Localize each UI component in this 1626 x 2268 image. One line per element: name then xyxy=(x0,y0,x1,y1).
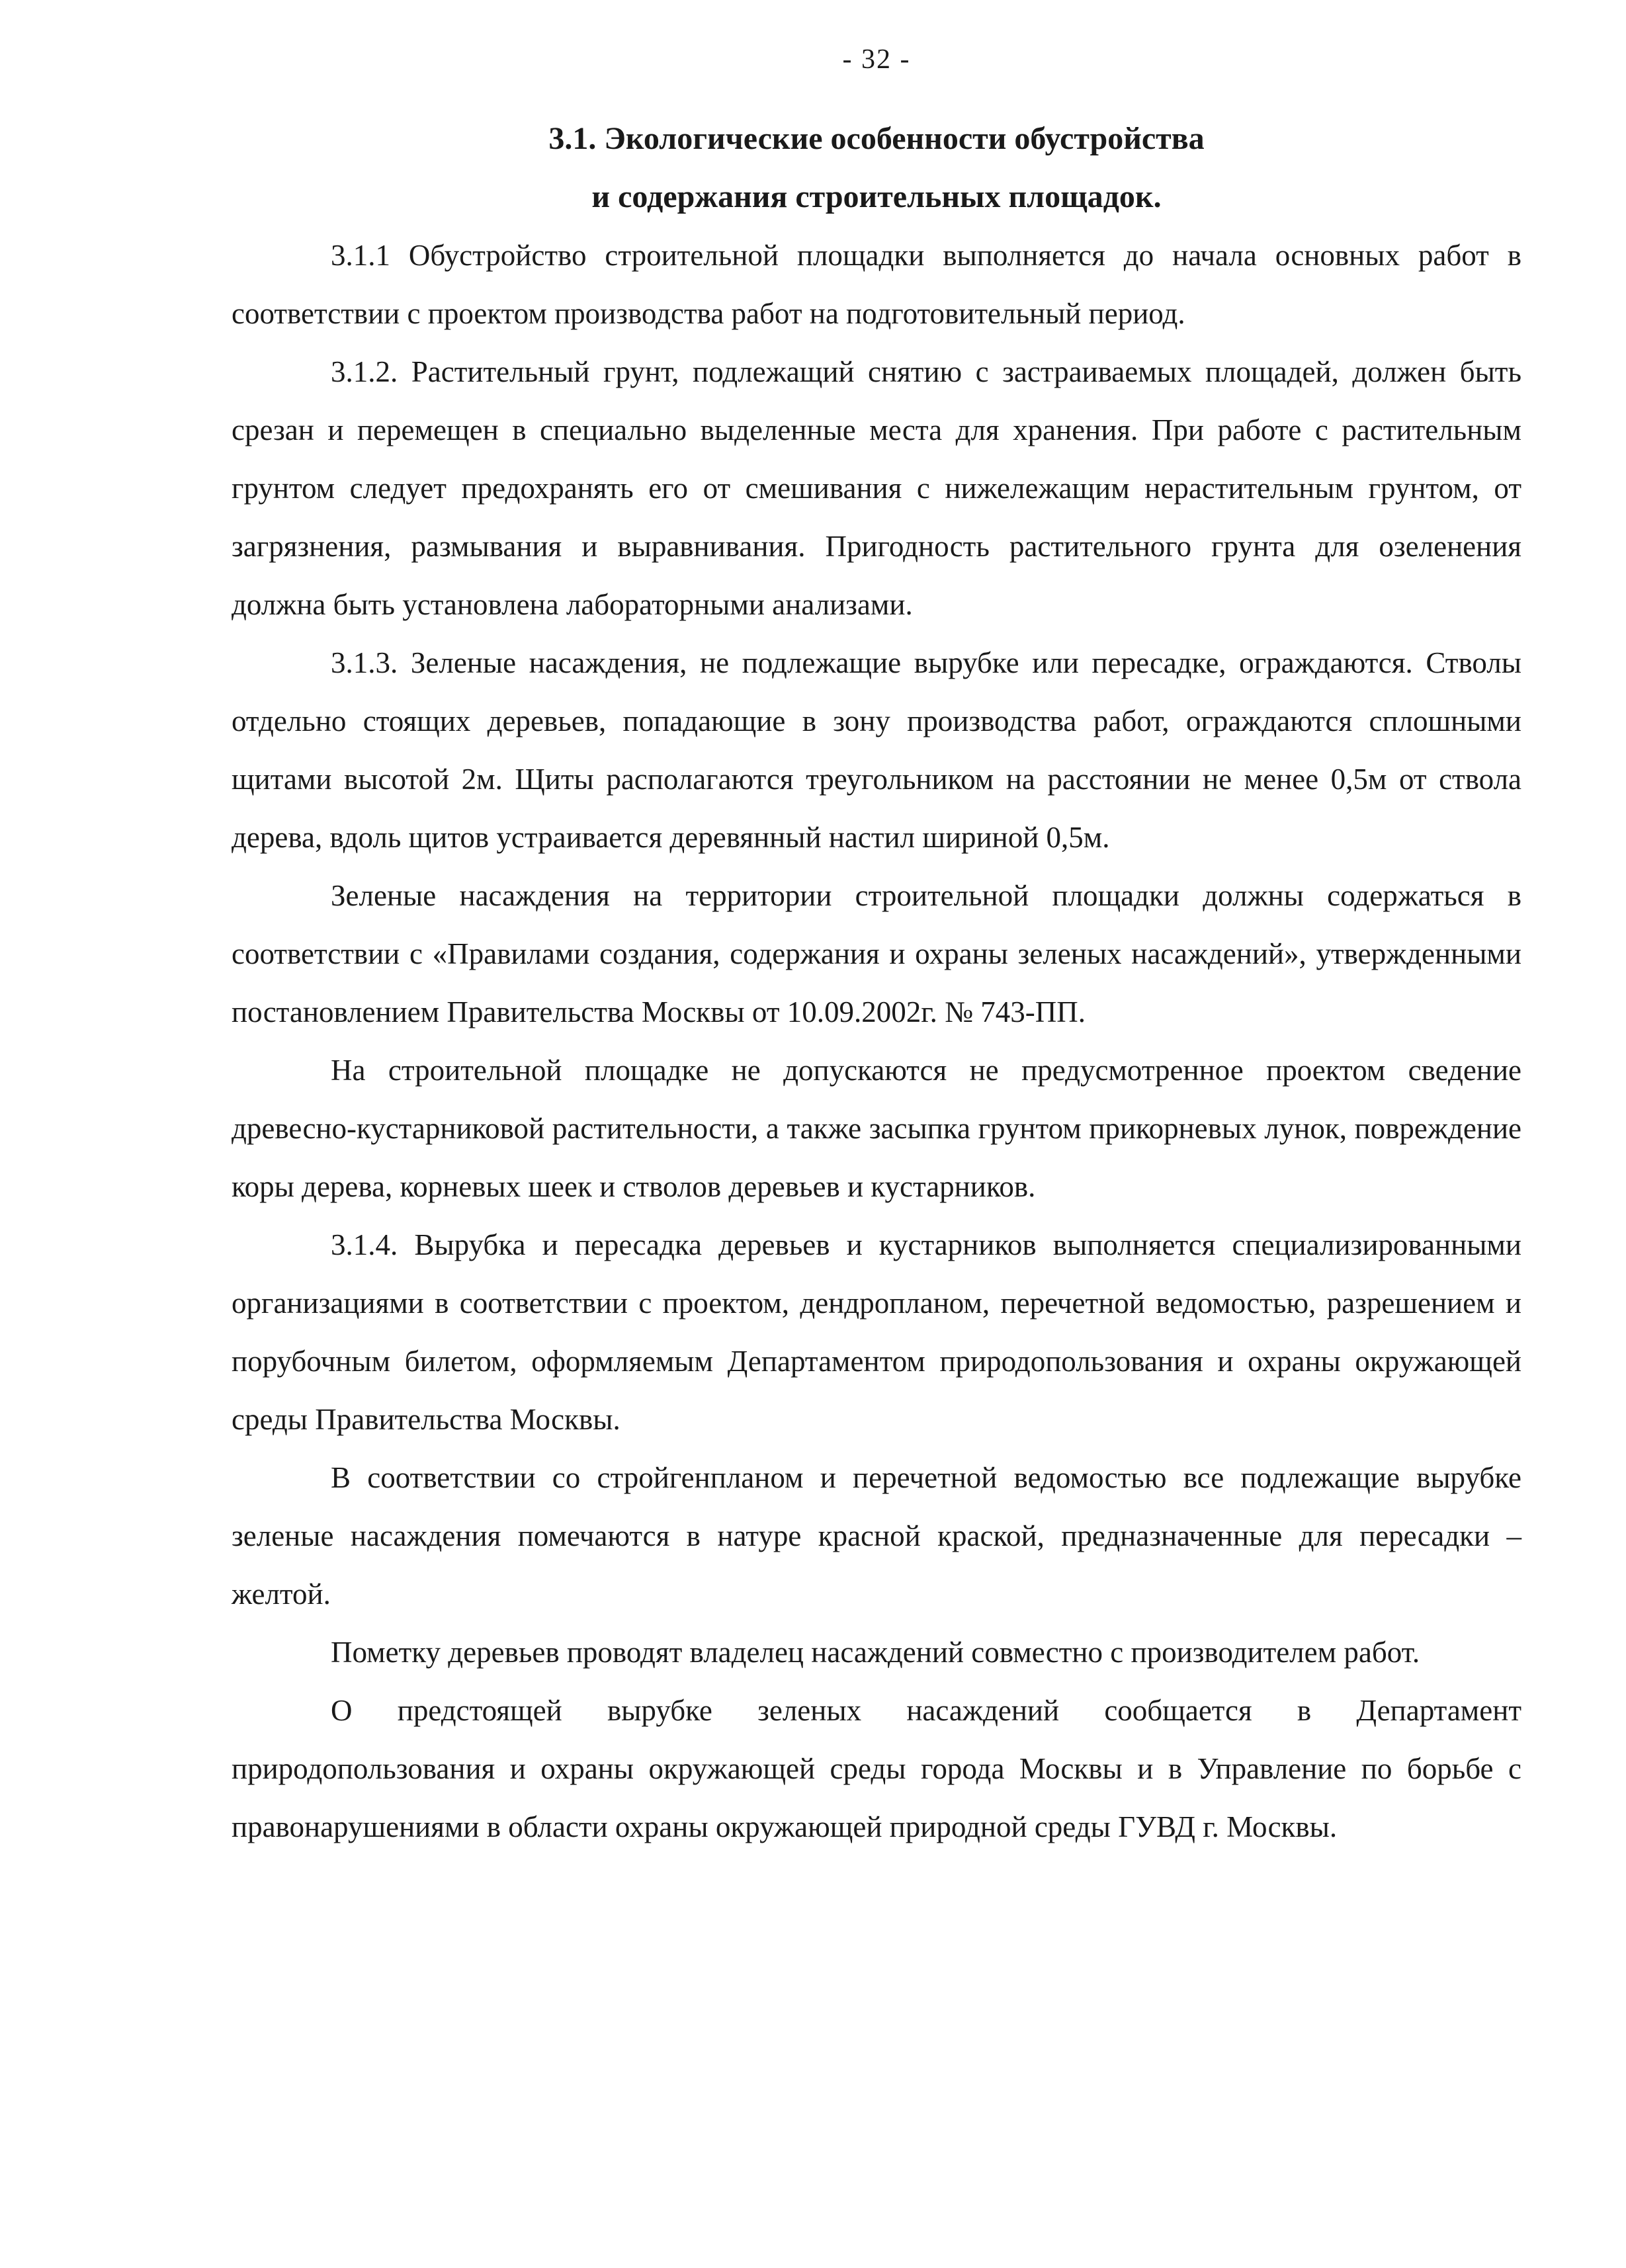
paragraph-3-1-3: 3.1.3. Зеленые насаждения, не подлежащие вырубке или пересадке, ограждаются. Стволы отдельно стоящих деревьев, попадающие в зону производства работ, ограждаются сплошными щитами высотой 2м. Щиты располагаются треугольником на расстоянии не менее 0,5м от ствола дерева, вдоль щитов устраивается деревянный настил шириной 0,5м. xyxy=(232,646,1521,854)
paragraph-3-1-2: 3.1.2. Растительный грунт, подлежащий снятию с застраиваемых площадей, должен быть срезан и перемещен в специально выделенные места для хранения. При работе с растительным грунтом следует предохранять его от смешивания с нижележащим нерастительным грунтом, от загрязнения, размывания и выравнивания. Пригодность растительного грунта для озеленения должна быть установлена лабораторными анализами. xyxy=(232,355,1521,621)
paragraph-tree-marking: Пометку деревьев проводят владелец насаждений совместно с производителем работ. xyxy=(331,1636,1420,1669)
paragraph-3-1-4: 3.1.4. Вырубка и пересадка деревьев и кустарников выполняется специализированными организациями в соответствии с проектом, дендропланом, перечетной ведомостью, разрешением и порубочным билетом, оформляемым Департаментом природопользования и охраны окружающей среды Правительства Москвы. xyxy=(232,1228,1521,1436)
paragraph-marking-colors: В соответствии со стройгенпланом и перечетной ведомостью все подлежащие вырубке зеленые насаждения помечаются в натуре красной краской, предназначенные для пересадки – желтой. xyxy=(232,1461,1521,1611)
section-heading-line-1: 3.1. Экологические особенности обустройства xyxy=(548,121,1205,156)
section-heading-line-2: и содержания строительных площадок. xyxy=(591,179,1162,214)
document-page xyxy=(232,40,1521,1856)
paragraph-site-restrictions: На строительной площадке не допускаются не предусмотренное проектом сведение древесно-кустарниковой растительности, а также засыпка грунтом прикорневых лунок, повреждение коры дерева, корневых шеек и стволов деревьев и кустарников. xyxy=(232,1054,1521,1203)
paragraph-felling-notification: О предстоящей вырубке зеленых насаждений сообщается в Департамент природопользования и охраны окружающей среды города Москвы и в Управление по борьбе с правонарушениями в области охраны окружающей природной среды ГУВД г. Москвы. xyxy=(232,1694,1521,1843)
paragraph-3-1-1: 3.1.1 Обустройство строительной площадки выполняется до начала основных работ в соответствии с проектом производства работ на подготовительный период. xyxy=(232,239,1521,330)
page-number: - 32 - xyxy=(842,44,911,75)
paragraph-green-spaces-rules: Зеленые насаждения на территории строительной площадки должны содержаться в соответствии с «Правилами создания, содержания и охраны зеленых насаждений», утвержденными постановлением Правительства Москвы от 10.09.2002г. № 743-ПП. xyxy=(232,879,1521,1029)
